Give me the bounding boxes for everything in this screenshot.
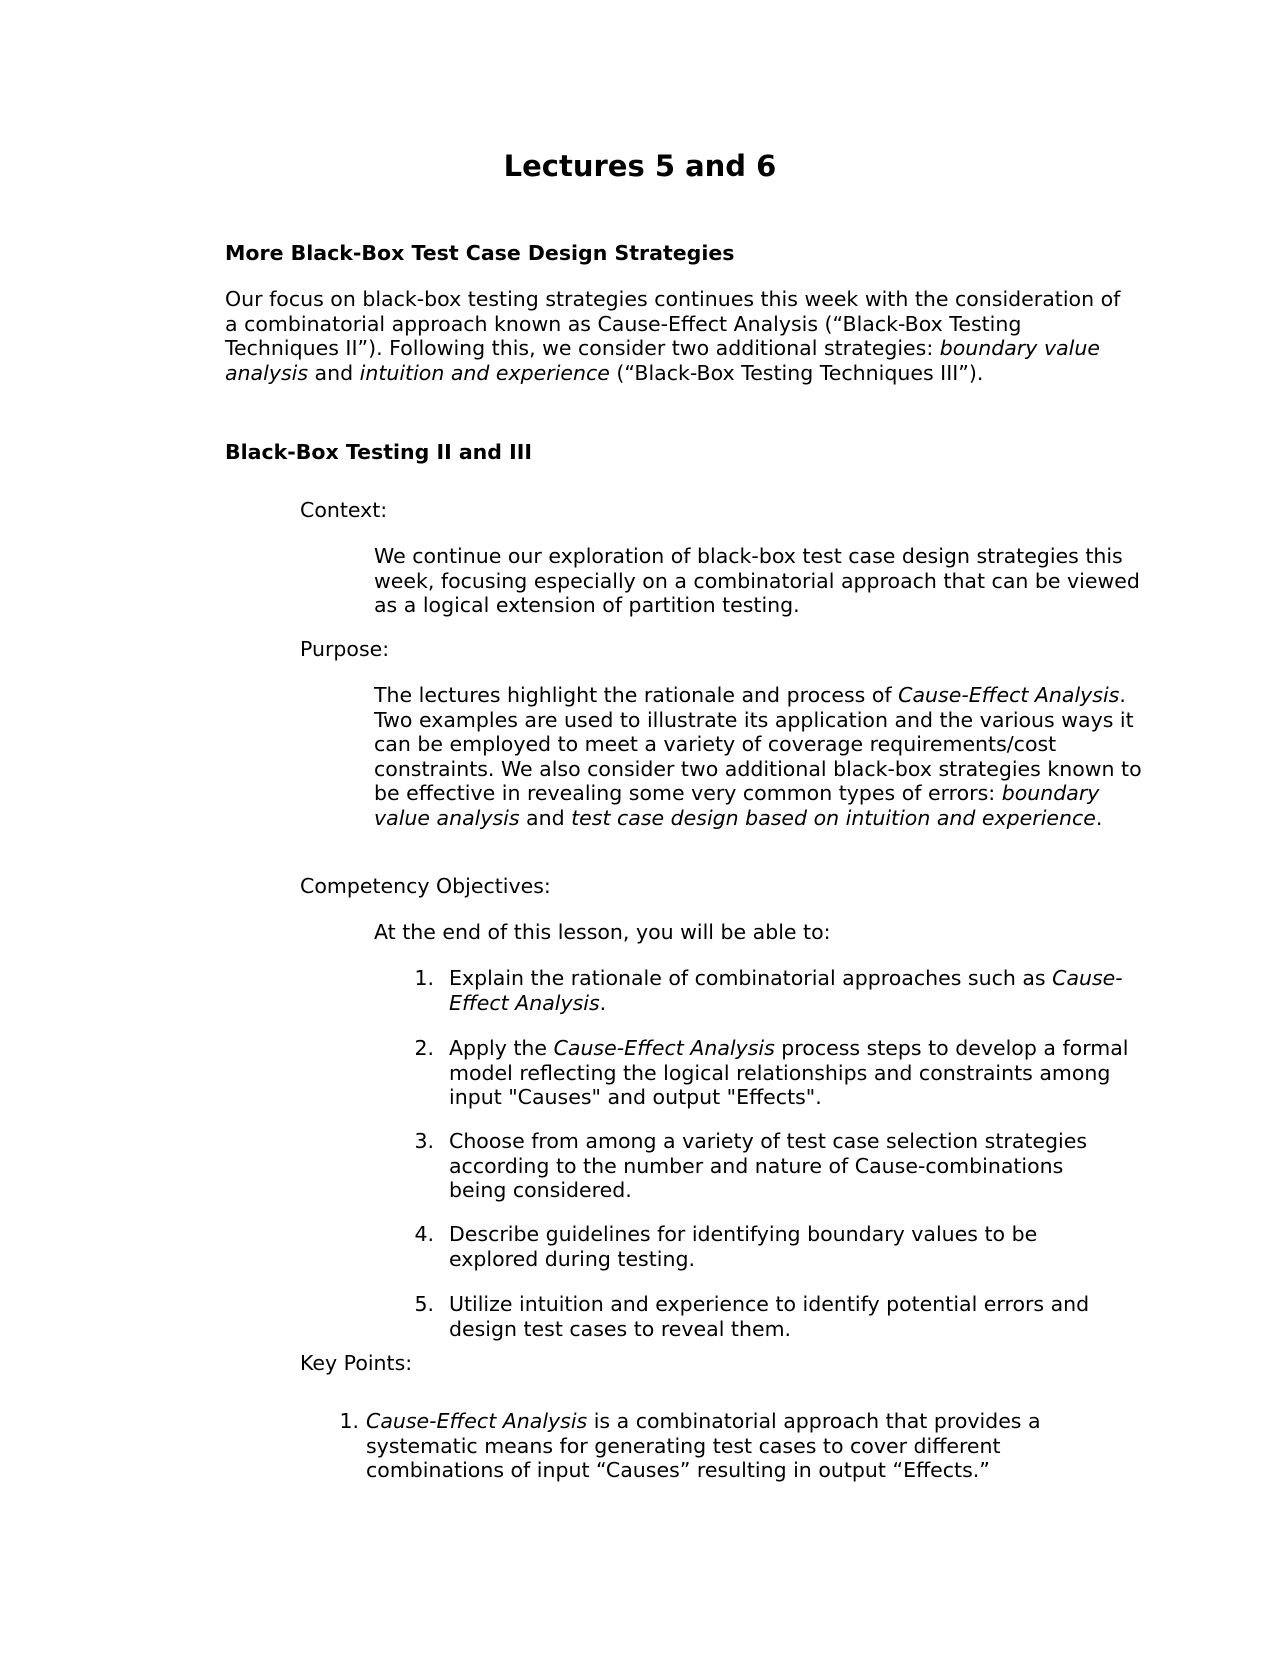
purpose-emphasis-boundary: boundary value analysis xyxy=(374,781,1100,830)
keypoint-text: is a combinatorial approach that provides a systematic means for generating test cases to cover different combinations of input “Causes” resulting in output “Effects.” xyxy=(366,1409,1041,1482)
intro-paragraph xyxy=(225,287,1125,385)
purpose-emphasis-cause-effect: Cause-Effect Analysis xyxy=(898,683,1120,707)
keypoint-item xyxy=(366,1409,1066,1483)
objective-emphasis: Cause-Effect Analysis xyxy=(449,966,1123,1015)
competency-intro: At the end of this lesson, you will be able to: xyxy=(374,920,831,944)
objective-number: 3. xyxy=(414,1129,434,1153)
purpose-text-a: The lectures highlight the rationale and process of xyxy=(374,683,899,707)
section-heading-strategies: More Black-Box Test Case Design Strategies xyxy=(225,241,735,265)
keypoint-emphasis: Cause-Effect Analysis xyxy=(366,1409,588,1433)
keypoint-number: 1. xyxy=(339,1409,359,1433)
objective-number: 1. xyxy=(414,966,434,990)
purpose-emphasis-intuition: test case design based on intuition and experience xyxy=(571,805,1096,830)
purpose-text-and: and xyxy=(519,805,572,830)
purpose-paragraph xyxy=(374,683,1144,830)
objective-number: 2. xyxy=(414,1036,434,1060)
intro-emphasis-boundary: boundary value analysis xyxy=(225,336,1100,385)
objective-number: 4. xyxy=(414,1222,434,1246)
context-paragraph: We continue our exploration of black-box test case design strategies this week, focusing especially on a combinatorial approach that can be viewed as a logical extension of partition testing. xyxy=(374,544,1140,617)
objective-text: Choose from among a variety of test case selection strategies according to the number and nature of Cause-combinations being considered. xyxy=(449,1129,1088,1202)
objective-text-end: process steps to develop a formal model reflecting the logical relationships and constraints among input "Causes" and output "Effects". xyxy=(449,1036,1129,1109)
context-label: Context: xyxy=(300,498,388,522)
objective-number: 5. xyxy=(414,1292,434,1316)
page-title: Lectures 5 and 6 xyxy=(503,149,777,183)
keypoints-label: Key Points: xyxy=(300,1351,413,1375)
purpose-text-b: . Two examples are used to illustrate its application and the various ways it can be employed to meet a variety of coverage requirements/cost constraints. We also consider two additional black-box strategies known to be effective in revealing some very common types of errors: xyxy=(374,683,1142,805)
objective-item xyxy=(449,1292,1129,1341)
objective-item xyxy=(449,1129,1109,1203)
objective-item xyxy=(449,966,1129,1015)
section-heading-testing: Black-Box Testing II and III xyxy=(225,440,532,464)
objective-item xyxy=(449,1222,1079,1271)
competency-label: Competency Objectives: xyxy=(300,874,551,898)
intro-emphasis-intuition: intuition and experience xyxy=(359,360,610,385)
objective-text: Utilize intuition and experience to identify potential errors and design test cases to reveal them. xyxy=(449,1292,1090,1341)
objective-emphasis: Cause-Effect Analysis xyxy=(553,1036,775,1060)
purpose-label: Purpose: xyxy=(300,637,390,661)
objective-item xyxy=(449,1036,1139,1110)
objective-text: Apply the xyxy=(449,1036,554,1060)
intro-text-a: Our focus on black-box testing strategies continues this week with the consideration of a combinatorial approach known as Cause-Effect Analysis (“Black-Box Testing Techniques II”). Following this, we consider two additional strategies: xyxy=(225,287,1121,360)
objective-text-end: . xyxy=(599,990,607,1015)
intro-text-b: (“Black-Box Testing Techniques III”). xyxy=(609,360,984,385)
purpose-text-end: . xyxy=(1095,805,1103,830)
intro-text-and: and xyxy=(308,360,360,385)
objective-text: Explain the rationale of combinatorial approaches such as xyxy=(449,966,1053,990)
objective-text: Describe guidelines for identifying boundary values to be explored during testing. xyxy=(449,1222,1038,1271)
